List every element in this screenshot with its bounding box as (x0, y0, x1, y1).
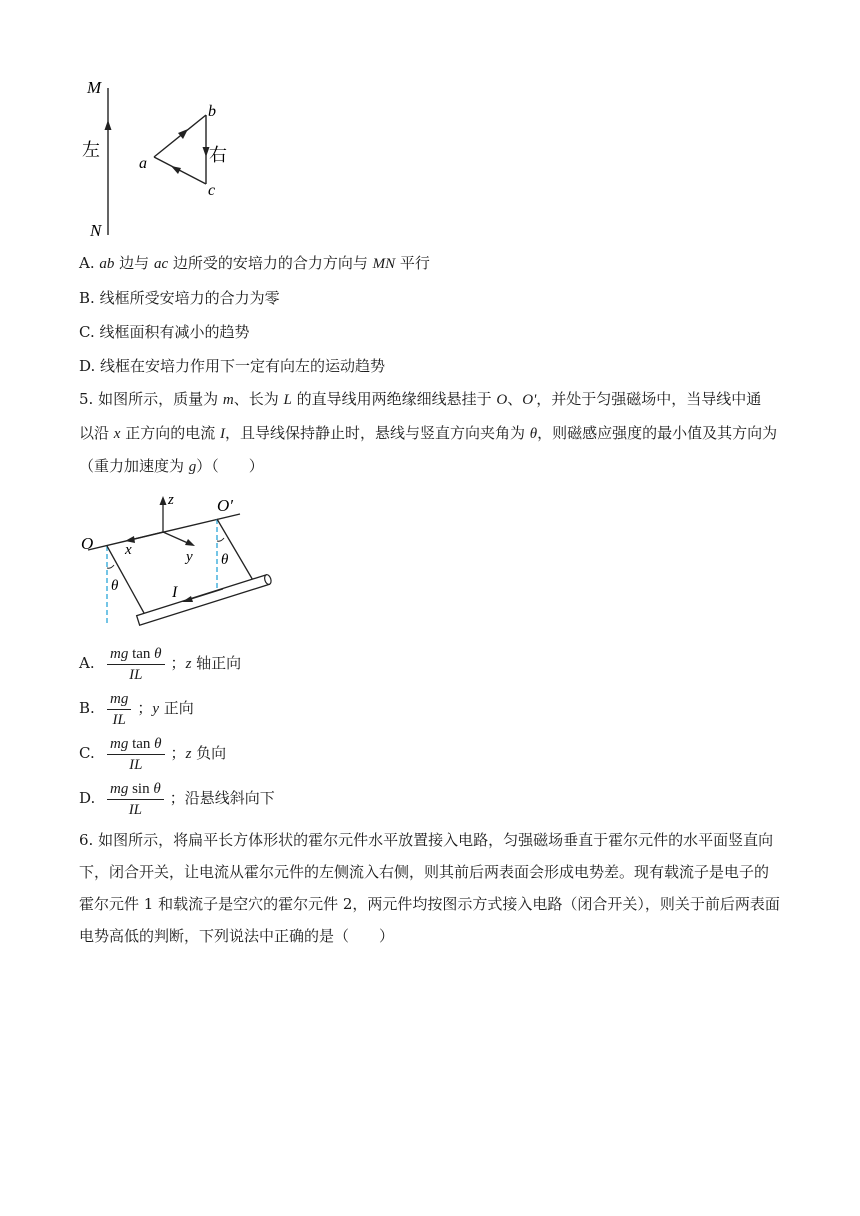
arrow-ca (171, 166, 181, 174)
q6-stem-line-3: 霍尔元件 1 和载流子是空穴的霍尔元件 2，两元件均按图示方式接入电路（闭合开关），则关于前后两表面 (79, 895, 780, 913)
text: （重力加速度为 (79, 457, 189, 475)
figure-wire-triangle (70, 70, 250, 245)
text: 平行 (395, 254, 430, 272)
q4-option-b (79, 288, 280, 308)
text: tan (128, 735, 155, 752)
option-label: D. (79, 789, 96, 807)
text: ； (169, 789, 185, 807)
triangle-ab (154, 115, 206, 157)
option-label: D. (79, 357, 96, 375)
text: ac (153, 256, 169, 272)
arrow-ab (178, 129, 188, 139)
thread-right (217, 519, 254, 582)
label-o: O (81, 534, 94, 553)
label-right: 右 (209, 145, 227, 166)
q5-stem-line-2 (79, 423, 777, 444)
text: tan (128, 645, 155, 662)
option-text: 线框所受安培力的合力为零 (99, 289, 280, 307)
text: IL (128, 801, 143, 818)
label-a: a (139, 155, 147, 172)
text: ab (99, 256, 115, 272)
q5-option-a (79, 642, 241, 685)
option-label: B. (79, 289, 95, 307)
text: O (496, 392, 508, 408)
option-label: A. (79, 654, 95, 672)
text: ，则磁感应强度的最小值及其方向为 (537, 424, 778, 442)
text: m (222, 392, 234, 408)
conductor-cylinder (137, 574, 273, 625)
label-current: I (172, 584, 178, 601)
angle-arc-right (217, 538, 224, 541)
label-theta-left: θ (111, 578, 119, 594)
text: 负向 (191, 744, 227, 762)
text: 边与 (114, 254, 154, 272)
q4-option-d (79, 356, 385, 376)
option-label: A. (79, 254, 95, 272)
text: mg (110, 780, 129, 797)
label-z: z (168, 492, 174, 508)
label-theta-right: θ (221, 552, 229, 568)
text: 沿悬线斜向下 (184, 789, 275, 807)
text: ，且导线保持静止时，悬线与竖直方向夹角为 (225, 424, 530, 442)
text: IL (129, 756, 143, 773)
angle-arc-left (107, 565, 114, 568)
current-arrow-head (182, 596, 193, 602)
y-axis (163, 532, 190, 544)
q6-stem-line-1: 6. 如图所示，将扁平长方体形状的霍尔元件水平放置接入电路，匀强磁场垂直于霍尔元件的水平面竖直向 (79, 831, 774, 849)
label-b: b (208, 103, 216, 120)
q6-stem-line-2: 下，闭合开关，让电流从霍尔元件的左侧流入右侧，则其前后两表面会形成电势差。现有载流子是电子的 (79, 863, 770, 881)
x-axis (130, 532, 163, 540)
option-label: C. (79, 744, 95, 762)
text: 、长为 (233, 390, 284, 408)
label-o-prime: O′ (217, 496, 233, 515)
text: MN (372, 256, 396, 272)
text: IL (129, 666, 143, 683)
q5-option-d (79, 777, 275, 820)
text: ，并处于匀强磁场中，当导线中通 (536, 390, 762, 408)
fraction (107, 734, 165, 775)
text: θ (154, 645, 162, 662)
label-left: 左 (82, 140, 100, 161)
text: 边所受的安培力的合力方向与 (168, 254, 373, 272)
label-c: c (208, 182, 216, 199)
text: 以沿 (79, 424, 114, 442)
text: ； (137, 699, 153, 717)
q5-option-c (79, 732, 226, 775)
text: θ (529, 426, 538, 442)
text: θ (154, 735, 162, 752)
text: 、 (507, 390, 523, 408)
text: θ (153, 780, 161, 797)
z-arrow (160, 496, 167, 505)
text: 的直导线用两绝缘细线悬挂于 (291, 390, 497, 408)
figure-suspended-wire (78, 490, 278, 630)
q4-option-a (79, 253, 430, 274)
option-label: B. (79, 699, 95, 717)
text: 正向 (159, 699, 194, 717)
text: sin (128, 780, 154, 797)
y-arrow (185, 539, 195, 546)
q6-stem-line-4: 电势高低的判断，下列说法中正确的是（ ） (79, 927, 395, 945)
text: z (185, 656, 192, 672)
text: 5. 如图所示，质量为 (79, 390, 223, 408)
text: ； (170, 744, 186, 762)
fraction (107, 779, 164, 820)
text: ； (170, 654, 186, 672)
text: g (188, 459, 197, 475)
text: L (283, 392, 292, 408)
option-label: C. (79, 323, 95, 341)
triangle-ca (154, 157, 206, 184)
option-text: 线框面积有减小的趋势 (99, 323, 250, 341)
text: O' (522, 392, 537, 408)
label-x: x (125, 542, 132, 558)
q5-stem-line-3 (79, 456, 264, 477)
text: 轴正向 (191, 654, 242, 672)
text: z (185, 746, 192, 762)
label-y: y (186, 549, 193, 565)
label-n: N (90, 221, 102, 240)
fraction: $\frac{mg}{IL}$ (107, 689, 131, 730)
q5-option-b (79, 687, 194, 730)
q5-stem-line-1 (79, 389, 761, 410)
text: y (152, 701, 160, 717)
text: mg (110, 735, 129, 752)
text: ）（ ） (196, 457, 264, 475)
fraction (107, 644, 165, 685)
q4-option-c (79, 322, 250, 342)
text: x (113, 426, 121, 442)
text: IL (112, 711, 126, 728)
text: 正方向的电流 (120, 424, 220, 442)
label-m: M (87, 78, 102, 97)
text: I (220, 426, 225, 442)
text: mg (110, 645, 129, 662)
option-text: 线框在安培力作用下一定有向左的运动趋势 (100, 357, 386, 375)
wire-arrow-up (105, 120, 112, 130)
